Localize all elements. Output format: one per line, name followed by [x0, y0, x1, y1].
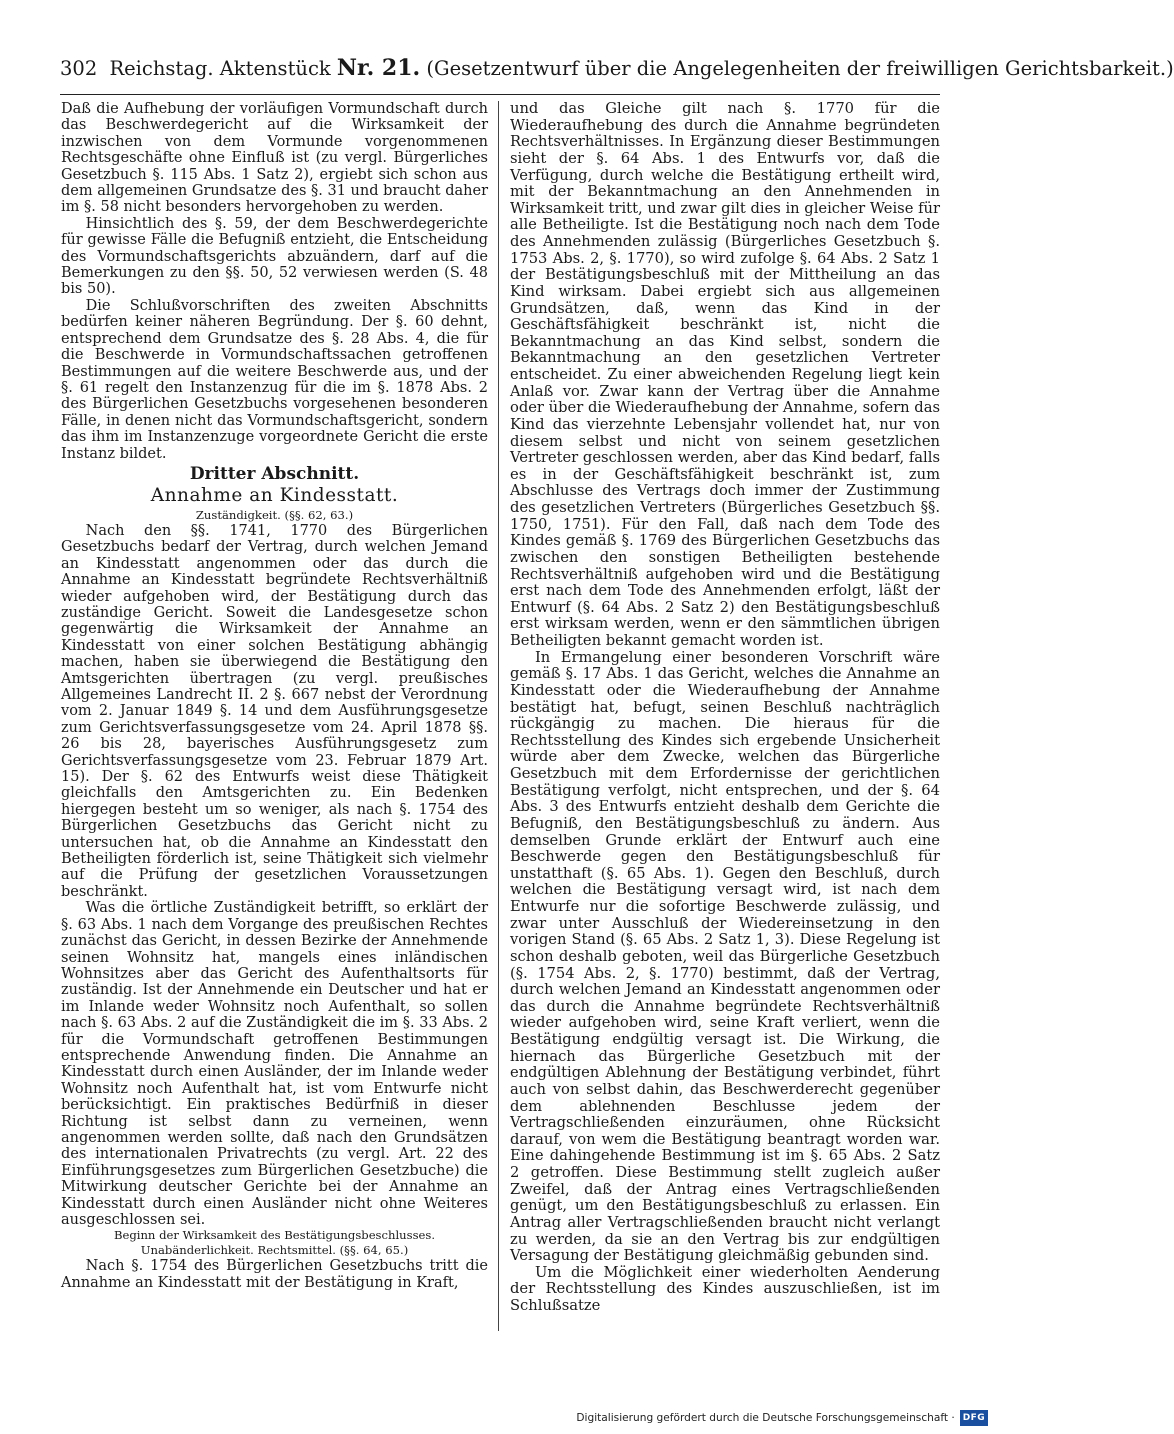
right-column [510, 101, 940, 1315]
header-subtitle: (Gesetzentwurf über die Angelegenheiten der freiwilligen Gerichtsbarkeit.) [426, 57, 1174, 80]
dfg-logo-icon: DFG [960, 1410, 988, 1426]
paragraph: Hinsichtlich des §. 59, der dem Beschwerdegerichte für gewisse Fälle die Befugniß entzieht, die Entscheidung des Vormundschaftsgerichts abzuändern, darf auf die Bemerkungen zu den §§. 50, 52 verwiesen werden (S. 48 bis 50). [61, 215, 488, 298]
section-title: Dritter Abschnitt. [189, 463, 360, 484]
paragraph: Die Schlußvorschriften des zweiten Abschnitts bedürfen keiner näheren Begründung. Der §. 60 dehnt, entsprechend dem Grundsatze des §. 28 Abs. 4, die für die Beschwerde in Vormundschaftssachen getroffenen Bestimmungen auf die weitere Beschwerde aus, und der §. 61 regelt den Instanzenzug für die im §. 1878 Abs. 2 des Bürgerlichen Gesetzbuchs vorgesehenen besonderen Fälle, in denen nicht das Vormundschaftsgericht, sondern das ihm im Instanzenzuge vorgeordnete Gericht die erste Instanz bildet. [61, 297, 488, 462]
paragraph: Was die örtliche Zuständigkeit betrifft, so erklärt der §. 63 Abs. 1 nach dem Vorgange des preußischen Rechtes zunächst das Gericht, in dessen Bezirke der Annehmende seinen Wohnsitz hat, mangels eines inländischen Wohnsitzes aber das Gericht des Aufenthaltsorts für zuständig. Ist der Annehmende ein Deutscher und hat er im Inlande weder Wohnsitz noch Aufenthalt, so sollen nach §. 63 Abs. 2 auf die Zuständigkeit die im §. 33 Abs. 2 für die Vormundschaft getroffenen Bestimmungen entsprechende Anwendung finden. Die Annahme an Kindesstatt durch einen Ausländer, der im Inlande weder Wohnsitz noch Aufenthalt hat, ist vom Entwurfe nicht berücksichtigt. Ein praktisches Bedürfniß in dieser Richtung ist selbst dann zu verneinen, wenn angenommen werden sollte, daß nach den Grundsätzen des internationalen Privatrechts (zu vergl. Art. 22 des Einführungsgesetzes zum Bürgerlichen Gesetzbuche) die Mitwirkung deutscher Gerichte bei der Annahme an Kindesstatt durch einen Ausländer nicht ohne Weiteres ausgeschlossen sei. [61, 900, 488, 1228]
page-number: 302 [60, 57, 98, 80]
paragraph: Nach §. 1754 des Bürgerlichen Gesetzbuchs tritt die Annahme an Kindesstatt mit der Bestätigung in Kraft, [61, 1258, 488, 1291]
section-subtitle: Annahme an Kindesstatt. [150, 484, 399, 506]
subheading: Beginn der Wirksamkeit des Bestätigungsbeschlusses. [113, 1228, 436, 1243]
header-rule [60, 94, 940, 95]
header-title: Reichstag. Aktenstück [109, 57, 331, 80]
column-divider [498, 101, 499, 1331]
running-header [60, 48, 1174, 88]
subheading: Zuständigkeit. (§§. 62, 63.) [195, 507, 354, 522]
paragraph: Um die Möglichkeit einer wiederholten Aenderung der Rechtsstellung des Kindes auszuschließen, ist im Schlußsatze [510, 1263, 940, 1314]
paragraph: Nach den §§. 1741, 1770 des Bürgerlichen Gesetzbuchs bedarf der Vertrag, durch welchen Jemand an Kindesstatt angenommen oder das durch die Annahme an Kindesstatt begründete Rechtsverhältniß wieder aufgehoben wird, der Bestätigung durch das zuständige Gericht. Soweit die Landesgesetze schon gegenwärtig die Wirksamkeit der Annahme an Kindesstatt von einer solchen Bestätigung abhängig machen, haben sie überwiegend die Bestätigung den Amtsgerichten übertragen (zu vergl. preußisches Allgemeines Landrecht II. 2 §. 667 nebst der Verordnung vom 2. Januar 1849 §. 14 und dem Ausführungsgesetze zum Gerichtsverfassungsgesetze vom 24. April 1878 §§. 26 bis 28, bayerisches Ausführungsgesetz zum Gerichtsverfassungsgesetze vom 23. Februar 1879 Art. 15). Der §. 62 des Entwurfs weist diese Thätigkeit gleichfalls den Amtsgerichten zu. Ein Bedenken hiergegen besteht um so weniger, als nach §. 1754 des Bürgerlichen Gesetzbuchs das Gericht nicht zu untersuchen hat, ob die Annahme an Kindesstatt den Betheiligten förderlich ist, seine Thätigkeit sich vielmehr auf die Prüfung der gesetzlichen Voraussetzungen beschränkt. [61, 522, 488, 900]
paragraph: und das Gleiche gilt nach §. 1770 für die Wiederaufhebung des durch die Annahme begründeten Rechtsverhältnisses. In Ergänzung dieser Bestimmungen sieht der §. 64 Abs. 1 des Entwurfs vor, daß die Verfügung, durch welche die Bestätigung ertheilt wird, mit der Bekanntmachung an den Annehmenden in Wirksamkeit tritt, und zwar gilt dies in gleicher Weise für alle Betheiligte. Ist die Bestätigung noch nach dem Tode des Annehmenden zulässig (Bürgerliches Gesetzbuch §. 1753 Abs. 2, §. 1770), so wird zufolge §. 64 Abs. 2 Satz 1 der Bestätigungsbeschluß mit der Mittheilung an das Kind wirksam. Dabei ergiebt sich aus allgemeinen Grundsätzen, daß, wenn das Kind in der Geschäftsfähigkeit beschränkt ist, nicht die Bekanntmachung an das Kind selbst, sondern die Bekanntmachung an den gesetzlichen Vertreter entscheidet. Zu einer abweichenden Regelung liegt kein Anlaß vor. Zwar kann der Vertrag über die Annahme oder über die Wiederaufhebung der Annahme, sofern das Kind das vierzehnte Lebensjahr vollendet hat, nur von diesem selbst und nicht von seinem gesetzlichen Vertreter geschlossen werden, aber das Kind bedarf, falls es in der Geschäftsfähigkeit beschränkt ist, zum Abschlusse des Vertrags doch immer der Zustimmung des gesetzlichen Vertreters (Bürgerliches Gesetzbuch §§. 1750, 1751). Für den Fall, daß nach dem Tode des Kindes gemäß §. 1769 des Bürgerlichen Gesetzbuchs das zwischen den sonstigen Betheiligten bestehende Rechtsverhältniß aufgehoben wird und die Bestätigung erst nach dem Tode des Annehmenden erfolgt, läßt der Entwurf (§. 64 Abs. 2 Satz 2) den Bestätigungsbeschluß erst wirksam werden, wenn er den sämmtlichen übrigen Betheiligten bekannt gemacht worden ist. [510, 100, 940, 649]
header-number: Nr. 21. [336, 55, 421, 81]
left-column [61, 101, 488, 1291]
digitization-credit [576, 1410, 988, 1426]
subheading: Unabänderlichkeit. Rechtsmittel. (§§. 64, 65.) [140, 1243, 409, 1258]
paragraph: Daß die Aufhebung der vorläufigen Vormundschaft durch das Beschwerdegericht auf die Wirksamkeit der inzwischen von dem Vormunde vorgenommenen Rechtsgeschäfte ohne Einfluß ist (zu vergl. Bürgerliches Gesetzbuch §. 115 Abs. 1 Satz 2), ergiebt sich schon aus dem allgemeinen Grundsatze des §. 31 und braucht daher im §. 58 nicht besonders hervorgehoben zu werden. [61, 101, 488, 216]
paragraph: In Ermangelung einer besonderen Vorschrift wäre gemäß §. 17 Abs. 1 das Gericht, welches die Annahme an Kindesstatt oder die Wiederaufhebung der Annahme bestätigt hat, befugt, seinen Beschluß nachträglich rückgängig zu machen. Die hieraus für die Rechtsstellung des Kindes sich ergebende Unsicherheit würde aber dem Zwecke, welchen das Bürgerliche Gesetzbuch mit dem Erfordernisse der gerichtlichen Bestätigung verfolgt, nicht entsprechen, und der §. 64 Abs. 3 des Entwurfs entzieht deshalb dem Gerichte die Befugniß, den Bestätigungsbeschluß zu ändern. Aus demselben Grunde erklärt der Entwurf auch eine Beschwerde gegen den Bestätigungsbeschluß für unstatthaft (§. 65 Abs. 1). Gegen den Beschluß, durch welchen die Bestätigung versagt wird, ist nach dem Entwurfe nur die sofortige Beschwerde zulässig, und zwar unter Ausschluß der Wiedereinsetzung in den vorigen Stand (§. 65 Abs. 2 Satz 1, 3). Diese Regelung ist schon deshalb geboten, weil das Bürgerliche Gesetzbuch (§. 1754 Abs. 2, §. 1770) bestimmt, daß der Vertrag, durch welchen Jemand an Kindesstatt angenommen oder das durch die Annahme begründete Rechtsverhältniß wieder aufgehoben wird, seine Kraft verliert, wenn die Bestätigung endgültig versagt ist. Die Wirkung, die hiernach das Bürgerliche Gesetzbuch mit der endgültigen Ablehnung der Bestätigung verbindet, führt auch von selbst dahin, das Beschwerderecht gegenüber dem ablehnenden Beschlusse jedem der Vertragschließenden einzuräumen, ohne Rücksicht darauf, von wem die Bestätigung beantragt worden war. Eine dahingehende Bestimmung ist im §. 65 Abs. 2 Satz 2 getroffen. Diese Bestimmung stellt zugleich außer Zweifel, daß der Antrag eines Vertragschließenden genügt, um den Bestätigungsbeschluß zu erlassen. Ein Antrag aller Vertragschließenden braucht nicht verlangt zu werden, da sie an den Vertrag bis zur endgültigen Versagung der Bestätigung gleichmäßig gebunden sind. [510, 648, 940, 1265]
credit-text: Digitalisierung gefördert durch die Deutsche Forschungsgemeinschaft · [576, 1412, 955, 1424]
